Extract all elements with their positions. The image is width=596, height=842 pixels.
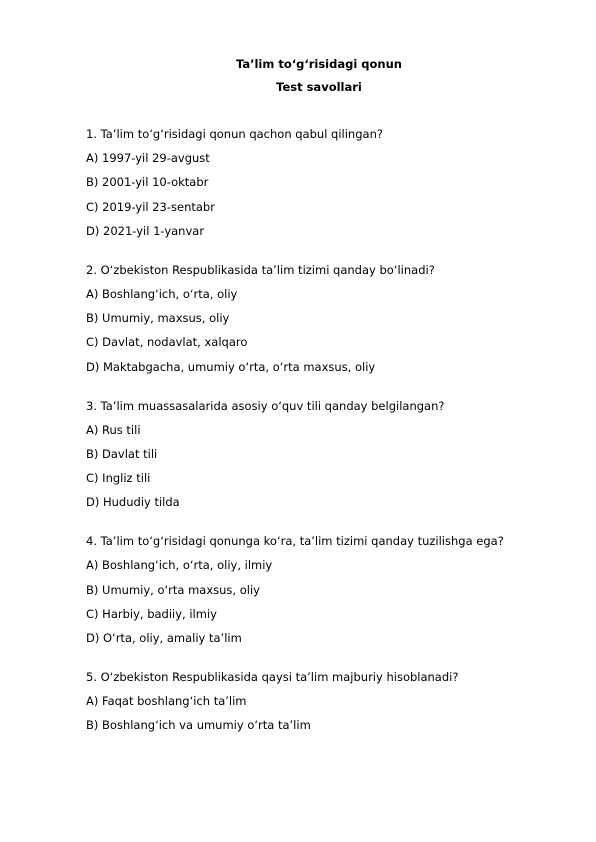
question-text: 1. Ta’lim to‘g‘risidagi qonun qachon qabul qilingan? [86,127,383,141]
answer-option-a: A) Boshlang‘ich, o‘rta, oliy [86,286,238,301]
question-text: 2. O‘zbekiston Respublikasida ta’lim tizimi qanday bo‘linadi? [86,262,435,277]
question-3 [86,399,586,510]
question-1 [86,127,586,238]
question-text: 3. Ta’lim muassasalarida asosiy o‘quv tili qanday belgilangan? [86,398,445,413]
answer-option-c: C) Ingliz tili [86,471,151,486]
answer-option-d: D) O‘rta, oliy, amaliy ta’lim [86,631,242,645]
question-2 [86,263,586,374]
answer-option-a: A) Rus tili [86,422,141,437]
answer-option-b: B) Umumiy, maxsus, oliy [86,311,230,326]
question-5 [86,670,586,732]
question-4 [86,534,586,645]
answer-option-d: D) Maktabgacha, umumiy o‘rta, o‘rta maxsus, oliy [86,359,376,374]
question-text: 5. O‘zbekiston Respublikasida qaysi ta’lim majburiy hisoblanadi? [86,670,459,684]
answer-option-d: D) 2021-yil 1-yanvar [86,223,205,238]
answer-option-c: C) Harbiy, badiiy, ilmiy [86,606,217,621]
answer-option-a: A) Boshlang‘ich, o‘rta, oliy, ilmiy [86,558,273,573]
document-title: Ta’lim to‘g‘risidagi qonun [236,57,402,71]
answer-option-c: C) 2019-yil 23-sentabr [86,199,215,214]
answer-option-a: A) Faqat boshlang‘ich ta’lim [86,694,247,709]
answer-option-b: B) Boshlang‘ich va umumiy o‘rta ta’lim [86,718,311,733]
answer-option-a: A) 1997-yil 29-avgust [86,151,210,166]
question-text: 4. Ta’lim to‘g‘risidagi qonunga ko‘ra, ta’lim tizimi qanday tuzilishga ega? [86,534,504,549]
answer-option-b: B) Umumiy, o‘rta maxsus, oliy [86,582,260,597]
answer-option-c: C) Davlat, nodavlat, xalqaro [86,335,248,350]
answer-option-b: B) Davlat tili [86,446,158,461]
document-subtitle: Test savollari [276,80,362,94]
answer-option-b: B) 2001-yil 10-oktabr [86,175,209,190]
questions-list [86,127,586,757]
answer-option-d: D) Hududiy tilda [86,495,180,510]
